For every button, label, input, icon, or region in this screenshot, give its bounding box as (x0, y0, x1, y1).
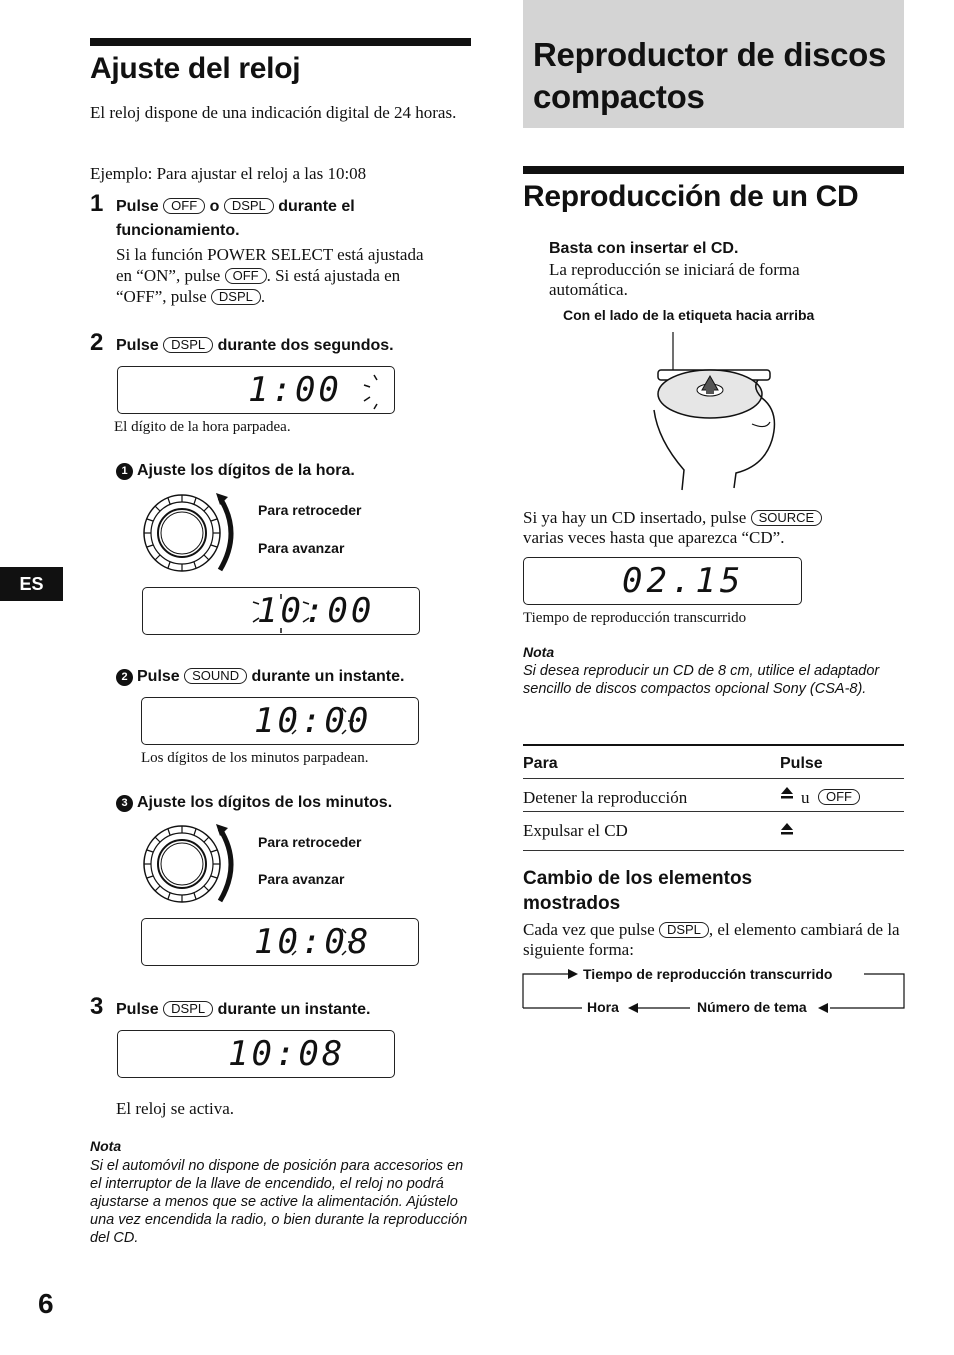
intro-text: El reloj dispone de una indicación digital de 24 horas. (90, 103, 457, 122)
table-row1-key-wrap (818, 789, 860, 807)
lcd-display-3-text: 10:00 (254, 701, 372, 741)
source-key: SOURCE (751, 510, 823, 526)
substep-3-badge: 3 (116, 795, 133, 812)
step-1-mid: o (209, 198, 220, 215)
step-1-body-line3a: “OFF”, pulse (116, 287, 207, 306)
step-3-instruction (116, 998, 370, 1022)
step-1-number: 1 (90, 190, 104, 217)
substep-2-pre: Pulse (137, 668, 180, 685)
example-text: Ejemplo: Para ajustar el reloj a las 10:08 (90, 164, 367, 183)
cambio-text-a: Cada vez que pulse (523, 920, 655, 939)
source-text (523, 508, 903, 548)
section-title-cd: Reproducción de un CD (523, 180, 859, 213)
note-text-left: Si el automóvil no dispone de posición para accesorios en el interruptor de la llave de encendido, el reloj no podrá ajustarse a menos que se active la alimentación. Ajústelo una vez encendida la radio, o bien durante la reproducción del CD. (90, 1158, 468, 1246)
cd-insertion-illustration (640, 328, 790, 493)
dial-2-fwd-label: Para avanzar (258, 871, 345, 887)
lcd-display-1 (117, 366, 395, 414)
step-1-line2: funcionamiento. (116, 222, 240, 239)
lcd-display-cd (523, 557, 802, 605)
substep-1-badge: 1 (116, 463, 133, 480)
rotary-dial-icon (138, 490, 243, 576)
title-rule-left (90, 38, 471, 46)
substep-2-post: durante un instante. (251, 668, 405, 685)
step-1-body-line1: Si la función POWER SELECT está ajustada (116, 245, 424, 264)
lcd-cd-caption: Tiempo de reproducción transcurrido (523, 610, 747, 626)
operations-table (523, 744, 904, 851)
table-row1-para: Detener la reproducción (523, 788, 688, 807)
cycle-tema-label: Número de tema (697, 999, 807, 1015)
lcd-display-1-text: 1:00 (248, 370, 342, 410)
step-1-body-line2b: . Si está ajustada en (266, 266, 401, 285)
cycle-hora-label: Hora (587, 999, 619, 1015)
dspl-key: DSPL (224, 198, 274, 214)
table-head-para: Para (523, 755, 558, 772)
step-1-body-line3b: . (260, 287, 266, 306)
table-row1-mid: u (801, 788, 810, 807)
source-text-b: varias veces hasta que aparezca “CD”. (523, 528, 785, 547)
note-text-right: Si desea reproducir un CD de 8 cm, utilice el adaptador sencillo de discos compactos opcional Sony (CSA-8). (523, 663, 880, 697)
cycle-elapsed-label: Tiempo de reproducción transcurrido (583, 966, 833, 982)
off-key: OFF (163, 198, 205, 214)
lcd-display-2-text: 10:00 (257, 591, 375, 631)
off-key: OFF (818, 789, 860, 805)
step-2-pre: Pulse (116, 337, 159, 354)
lcd-display-cd-text: 02.15 (622, 561, 745, 601)
lcd-display-3 (141, 697, 419, 745)
cambio-text (523, 920, 903, 960)
lcd-display-2 (142, 587, 420, 635)
table-head-pulse: Pulse (780, 755, 823, 772)
dial-1-back-label: Para retroceder (258, 502, 362, 518)
cambio-title: Cambio de los elementos mostrados (523, 868, 753, 914)
chapter-title-line1: Reproductor de discos (533, 36, 887, 73)
substep-1 (116, 459, 355, 483)
dspl-key: DSPL (163, 337, 213, 353)
lcd-display-4-text: 10:08 (254, 922, 372, 962)
step-3-pre: Pulse (116, 1001, 159, 1018)
eject-icon (780, 786, 794, 805)
substep-3 (116, 791, 392, 815)
table-row2-para: Expulsar el CD (523, 821, 628, 840)
step-2-post: durante dos segundos. (217, 337, 394, 354)
step-3-number: 3 (90, 993, 104, 1020)
label-side-up-text: Con el lado de la etiqueta hacia arriba (563, 307, 815, 323)
lcd-1-caption: El dígito de la hora parpadea. (114, 419, 291, 435)
substep-2 (116, 665, 404, 689)
lcd-display-4 (141, 918, 419, 966)
table-header-row (523, 746, 904, 779)
step-1-post: durante el (278, 198, 355, 215)
substep-1-text: Ajuste los dígitos de la hora. (137, 462, 355, 479)
chapter-banner (523, 0, 904, 128)
lcd-display-5 (117, 1030, 395, 1078)
sound-key: SOUND (184, 668, 247, 684)
step-2-number: 2 (90, 329, 104, 356)
step-3-post: durante un instante. (217, 1001, 371, 1018)
dspl-key: DSPL (659, 922, 709, 938)
table-row (523, 812, 904, 851)
chapter-title (533, 34, 886, 118)
lcd-3-caption: Los dígitos de los minutos parpadean. (141, 750, 369, 766)
eject-icon (780, 822, 794, 841)
dspl-key: DSPL (163, 1001, 213, 1017)
insert-heading: Basta con insertar el CD. (549, 240, 739, 257)
substep-2-badge: 2 (116, 669, 133, 686)
step-1-body-line2a: en “ON”, pulse (116, 266, 221, 285)
rotary-dial-icon (138, 821, 243, 907)
table-row (523, 779, 904, 812)
note-title-right: Nota (523, 644, 555, 660)
note-title-left: Nota (90, 1138, 122, 1154)
step-1-instruction (116, 195, 476, 243)
dial-1-fwd-label: Para avanzar (258, 540, 345, 556)
title-rule-right (523, 166, 904, 174)
source-text-a: Si ya hay un CD insertado, pulse (523, 508, 747, 527)
language-tab: ES (0, 567, 63, 601)
step-1-pre: Pulse (116, 198, 159, 215)
step-1-body (116, 244, 476, 307)
substep-3-text: Ajuste los dígitos de los minutos. (137, 794, 393, 811)
dspl-key: DSPL (211, 289, 261, 305)
section-title-ajuste: Ajuste del reloj (90, 52, 301, 85)
dial-2-back-label: Para retroceder (258, 834, 362, 850)
cambio-text-b: , el elemento cambiará de la siguiente forma: (523, 920, 900, 959)
off-key: OFF (225, 268, 267, 284)
chapter-title-line2: compactos (533, 78, 705, 115)
step-3-caption: El reloj se activa. (116, 1099, 235, 1118)
page-number: 6 (38, 1288, 54, 1319)
step-2-instruction (116, 334, 394, 358)
lcd-display-5-text: 10:08 (228, 1034, 346, 1074)
insert-text: La reproducción se iniciará de forma automática. (549, 260, 800, 299)
